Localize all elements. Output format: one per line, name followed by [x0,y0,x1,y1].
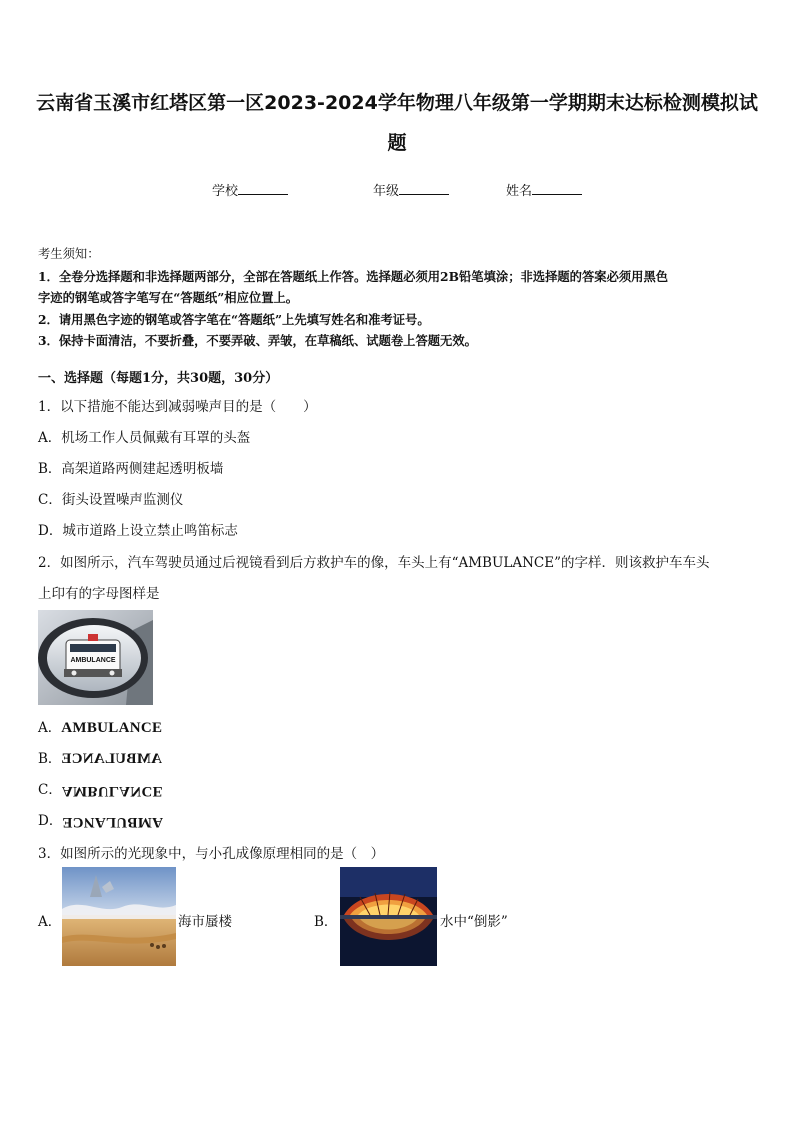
rearview-mirror-image [38,610,153,705]
option-prefix: D． [38,813,63,829]
question-3-stem: 3．如图所示的光现象中，与小孔成像原理相同的是（ ） [38,846,385,862]
grade-field[interactable] [373,180,449,199]
question-1-option-a[interactable]: A．机场工作人员佩戴有耳罩的头盔 [38,430,251,446]
question-1-option-c[interactable]: C．街头设置噪声监测仪 [38,492,184,508]
option-prefix: B． [38,751,62,767]
option-b-mirrored-text: AMBULANCE [61,751,163,767]
exam-title-line1: 云南省玉溪市红塔区第一区2023-2024学年物理八年级第一学期期末达标检测模拟试 [36,92,758,114]
notice-item: 1．全卷分选择题和非选择题两部分，全部在答题纸上作答。选择题必须用2B铅笔填涂；非选择题的答案必须用黑色 [38,268,669,284]
question-2-stem-line1: 2．如图所示，汽车驾驶员通过后视镜看到后方救护车的像，车头上有“AMBULANCE”的字样．则该救护车车头 [38,555,710,571]
question-2-option-d[interactable] [38,809,163,830]
question-3-option-b-caption: 水中“倒影” [440,914,508,930]
exam-title-line2: 题 [387,132,407,154]
question-3-option-a-prefix[interactable]: A． [38,914,62,930]
school-blank[interactable] [238,182,288,195]
notice-item: 字迹的钢笔或答字笔写在“答题纸”相应位置上。 [38,290,299,305]
option-a-text: AMBULANCE [61,720,163,736]
question-1-option-b[interactable]: B．高架道路两侧建起透明板墙 [38,461,224,477]
question-1-option-d[interactable]: D．城市道路上设立禁止鸣笛标志 [38,523,238,539]
question-2-option-b[interactable] [38,747,162,768]
question-3-option-a-caption: 海市蜃楼 [178,914,232,930]
name-field[interactable] [506,180,582,199]
question-3-option-b-prefix[interactable]: B． [314,914,338,930]
notice-block [38,244,758,352]
mirror-ambulance-text: AMBULANCE [70,657,116,664]
grade-blank[interactable] [399,182,449,195]
option-prefix: A． [38,720,62,736]
name-blank[interactable] [532,182,582,195]
mirror-illustration [38,610,153,705]
notice-heading: 考生须知： [38,247,100,261]
school-field[interactable] [212,180,288,199]
reflection-illustration [340,867,437,966]
question-1-stem: 1．以下措施不能达到减弱噪声目的是（ ） [38,399,317,415]
option-d-rotated-text: AMBULANCE [62,814,164,830]
notice-item: 2．请用黑色字迹的钢笔或答字笔在“答题纸”上先填写姓名和准考证号。 [38,311,430,327]
water-reflection-image [340,867,437,966]
question-2-option-a[interactable] [38,716,162,737]
section-title: 一、选择题（每题1分，共30题，30分） [38,371,279,386]
grade-label: 年级 [373,184,400,199]
mirage-image [62,867,176,966]
option-prefix: C． [38,782,62,798]
mirage-illustration [62,867,176,966]
school-label: 学校 [212,184,239,199]
question-2-option-c[interactable] [38,778,163,799]
option-c-flipped-text: AMBULANCE [61,783,163,799]
notice-item: 3．保持卡面清洁，不要折叠，不要弄破、弄皱，在草稿纸、试题卷上答题无效。 [38,333,477,348]
name-label: 姓名 [506,184,533,199]
question-2-stem-line2: 上印有的字母图样是 [38,586,160,602]
